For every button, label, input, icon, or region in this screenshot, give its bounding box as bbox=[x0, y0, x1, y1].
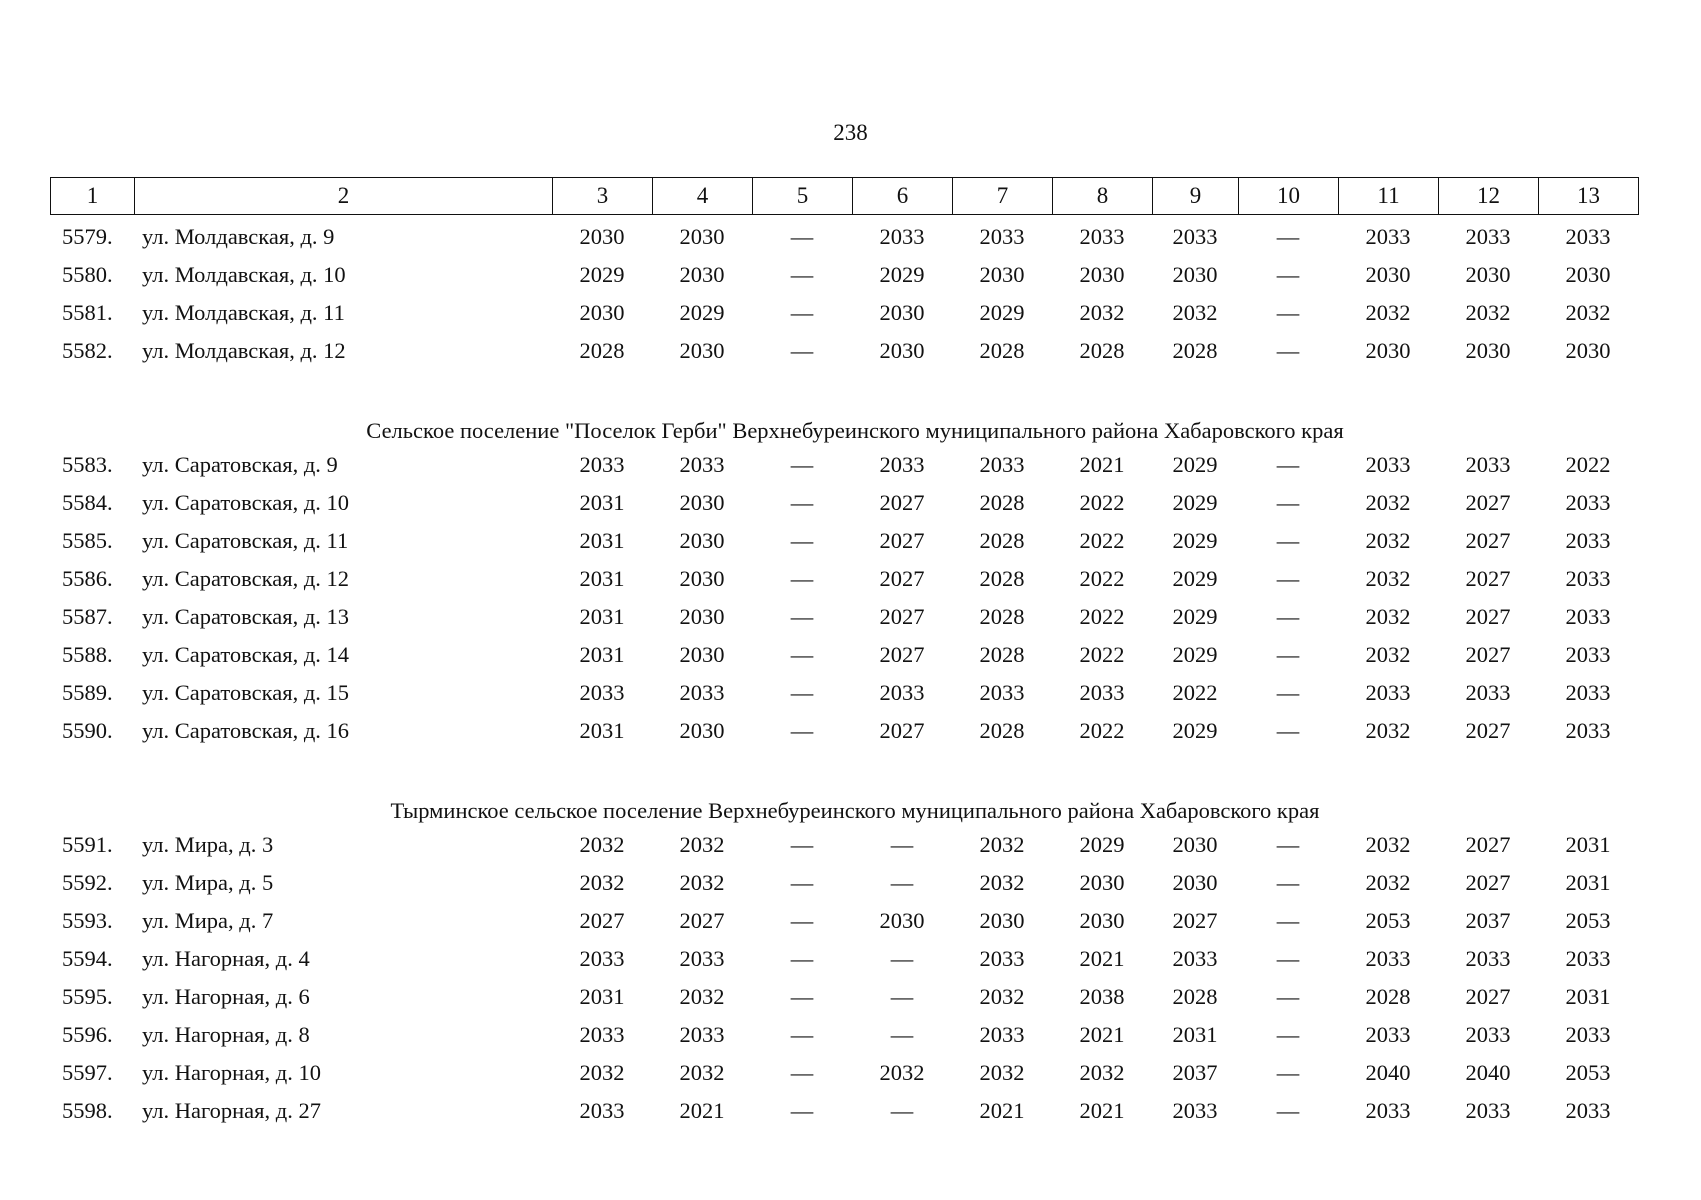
value-cell: 2027 bbox=[879, 490, 925, 515]
value-cell: 2028 bbox=[979, 566, 1025, 591]
address-cell: ул. Молдавская, д. 10 bbox=[142, 262, 346, 287]
address-cell: ул. Саратовская, д. 10 bbox=[142, 490, 350, 515]
table-row bbox=[50, 1016, 1660, 1054]
value-cell: 2032 bbox=[1365, 566, 1411, 591]
value-cell: — bbox=[790, 490, 814, 515]
value-cell: 2033 bbox=[1565, 224, 1611, 249]
value-cell: 2027 bbox=[1465, 604, 1511, 629]
column-header: 11 bbox=[1339, 178, 1439, 215]
table-row bbox=[50, 712, 1660, 750]
page-number: 238 bbox=[833, 120, 868, 145]
value-cell: — bbox=[1276, 262, 1300, 287]
value-cell: — bbox=[1276, 908, 1300, 933]
value-cell: 2030 bbox=[1465, 338, 1511, 363]
column-header-row bbox=[51, 178, 1639, 215]
value-cell: 2029 bbox=[1172, 604, 1218, 629]
value-cell: 2030 bbox=[679, 566, 725, 591]
value-cell: 2030 bbox=[1172, 870, 1218, 895]
column-header: 7 bbox=[953, 178, 1053, 215]
value-cell: 2030 bbox=[1079, 908, 1125, 933]
address-cell: ул. Нагорная, д. 6 bbox=[142, 984, 310, 1009]
value-cell: 2028 bbox=[1172, 984, 1218, 1009]
value-cell: 2027 bbox=[879, 566, 925, 591]
value-cell: — bbox=[790, 870, 814, 895]
value-cell: — bbox=[790, 832, 814, 857]
value-cell: 2027 bbox=[679, 908, 725, 933]
value-cell: 2030 bbox=[1079, 262, 1125, 287]
value-cell: — bbox=[1276, 984, 1300, 1009]
value-cell: — bbox=[1276, 680, 1300, 705]
table-row bbox=[50, 636, 1660, 674]
value-cell: — bbox=[1276, 946, 1300, 971]
value-cell: 2037 bbox=[1465, 908, 1511, 933]
value-cell: 2032 bbox=[579, 1060, 625, 1085]
value-cell: 2032 bbox=[1365, 528, 1411, 553]
column-header: 8 bbox=[1053, 178, 1153, 215]
value-cell: 2033 bbox=[1365, 680, 1411, 705]
value-cell: 2022 bbox=[1079, 718, 1125, 743]
value-cell: — bbox=[1276, 490, 1300, 515]
value-cell: 2032 bbox=[1079, 300, 1125, 325]
value-cell: 2033 bbox=[579, 452, 625, 477]
value-cell: 2033 bbox=[1565, 566, 1611, 591]
value-cell: 2030 bbox=[1565, 338, 1611, 363]
table-row bbox=[50, 484, 1660, 522]
value-cell: 2033 bbox=[1172, 946, 1218, 971]
value-cell: 2032 bbox=[679, 984, 725, 1009]
value-cell: 2032 bbox=[1365, 718, 1411, 743]
row-number: 5589. bbox=[62, 680, 113, 705]
value-cell: 2031 bbox=[579, 984, 625, 1009]
value-cell: 2027 bbox=[879, 604, 925, 629]
value-cell: — bbox=[1276, 566, 1300, 591]
value-cell: 2029 bbox=[1172, 452, 1218, 477]
value-cell: — bbox=[790, 300, 814, 325]
value-cell: 2022 bbox=[1565, 452, 1611, 477]
value-cell: — bbox=[890, 984, 914, 1009]
value-cell: 2033 bbox=[1565, 642, 1611, 667]
value-cell: 2027 bbox=[1465, 566, 1511, 591]
column-header: 2 bbox=[135, 178, 553, 215]
address-cell: ул. Мира, д. 3 bbox=[142, 832, 274, 857]
column-header: 12 bbox=[1439, 178, 1539, 215]
value-cell: 2027 bbox=[1465, 528, 1511, 553]
value-cell: — bbox=[890, 1098, 914, 1123]
value-cell: 2033 bbox=[579, 1098, 625, 1123]
value-cell: 2022 bbox=[1079, 604, 1125, 629]
value-cell: 2032 bbox=[679, 1060, 725, 1085]
value-cell: 2031 bbox=[579, 566, 625, 591]
row-number: 5591. bbox=[62, 832, 113, 857]
value-cell: 2030 bbox=[1172, 262, 1218, 287]
value-cell: — bbox=[790, 946, 814, 971]
value-cell: 2031 bbox=[579, 490, 625, 515]
value-cell: 2033 bbox=[579, 680, 625, 705]
table-row bbox=[50, 674, 1660, 712]
value-cell: — bbox=[790, 262, 814, 287]
value-cell: 2033 bbox=[1565, 490, 1611, 515]
address-cell: ул. Саратовская, д. 16 bbox=[142, 718, 350, 743]
value-cell: 2033 bbox=[1465, 680, 1511, 705]
value-cell: — bbox=[1276, 452, 1300, 477]
address-cell: ул. Саратовская, д. 9 bbox=[142, 452, 338, 477]
value-cell: 2022 bbox=[1079, 642, 1125, 667]
value-cell: 2027 bbox=[879, 642, 925, 667]
table-row bbox=[50, 446, 1660, 484]
table-row bbox=[50, 332, 1660, 370]
value-cell: 2033 bbox=[1565, 718, 1611, 743]
value-cell: — bbox=[790, 338, 814, 363]
row-number: 5597. bbox=[62, 1060, 113, 1085]
address-cell: ул. Молдавская, д. 9 bbox=[142, 224, 335, 249]
section-title: Тырминское сельское поселение Верхнебуреинского муниципального района Хабаровского края bbox=[390, 798, 1320, 823]
value-cell: 2030 bbox=[1465, 262, 1511, 287]
value-cell: 2032 bbox=[1365, 642, 1411, 667]
row-number: 5593. bbox=[62, 908, 113, 933]
value-cell: 2033 bbox=[579, 946, 625, 971]
address-cell: ул. Нагорная, д. 8 bbox=[142, 1022, 310, 1047]
value-cell: 2030 bbox=[1079, 870, 1125, 895]
value-cell: 2033 bbox=[979, 452, 1025, 477]
value-cell: 2033 bbox=[1565, 528, 1611, 553]
value-cell: 2031 bbox=[1565, 984, 1611, 1009]
value-cell: 2031 bbox=[1172, 1022, 1218, 1047]
value-cell: 2030 bbox=[679, 718, 725, 743]
row-number: 5579. bbox=[62, 224, 113, 249]
value-cell: — bbox=[790, 680, 814, 705]
table-row bbox=[50, 902, 1660, 940]
value-cell: 2032 bbox=[1365, 490, 1411, 515]
value-cell: 2027 bbox=[1465, 718, 1511, 743]
value-cell: — bbox=[1276, 1022, 1300, 1047]
value-cell: 2032 bbox=[1172, 300, 1218, 325]
table-row bbox=[50, 1054, 1660, 1092]
value-cell: 2033 bbox=[1365, 224, 1411, 249]
table-row bbox=[50, 218, 1660, 256]
table-row bbox=[50, 978, 1660, 1016]
value-cell: — bbox=[890, 946, 914, 971]
row-number: 5594. bbox=[62, 946, 113, 971]
value-cell: 2031 bbox=[1565, 832, 1611, 857]
value-cell: — bbox=[1276, 528, 1300, 553]
value-cell: 2032 bbox=[979, 870, 1025, 895]
row-number: 5587. bbox=[62, 604, 113, 629]
value-cell: 2022 bbox=[1079, 528, 1125, 553]
value-cell: — bbox=[890, 870, 914, 895]
value-cell: 2021 bbox=[679, 1098, 725, 1123]
value-cell: 2021 bbox=[1079, 1098, 1125, 1123]
value-cell: 2021 bbox=[979, 1098, 1025, 1123]
value-cell: 2053 bbox=[1365, 908, 1411, 933]
value-cell: — bbox=[1276, 870, 1300, 895]
row-number: 5582. bbox=[62, 338, 113, 363]
value-cell: 2032 bbox=[979, 832, 1025, 857]
value-cell: 2030 bbox=[1365, 262, 1411, 287]
table-row bbox=[50, 940, 1660, 978]
value-cell: 2021 bbox=[1079, 946, 1125, 971]
value-cell: — bbox=[790, 566, 814, 591]
column-header: 3 bbox=[553, 178, 653, 215]
value-cell: 2033 bbox=[1565, 680, 1611, 705]
value-cell: — bbox=[890, 832, 914, 857]
value-cell: 2029 bbox=[1172, 528, 1218, 553]
value-cell: 2021 bbox=[1079, 1022, 1125, 1047]
value-cell: 2033 bbox=[679, 452, 725, 477]
value-cell: 2033 bbox=[1465, 1098, 1511, 1123]
value-cell: 2030 bbox=[879, 300, 925, 325]
value-cell: 2033 bbox=[1565, 604, 1611, 629]
column-header: 1 bbox=[51, 178, 135, 215]
value-cell: — bbox=[790, 1060, 814, 1085]
row-number: 5588. bbox=[62, 642, 113, 667]
value-cell: 2029 bbox=[1172, 566, 1218, 591]
value-cell: 2033 bbox=[979, 1022, 1025, 1047]
column-header: 5 bbox=[753, 178, 853, 215]
value-cell: 2032 bbox=[1465, 300, 1511, 325]
value-cell: 2027 bbox=[879, 718, 925, 743]
value-cell: 2028 bbox=[979, 604, 1025, 629]
value-cell: 2027 bbox=[1465, 870, 1511, 895]
value-cell: 2032 bbox=[1079, 1060, 1125, 1085]
value-cell: 2030 bbox=[879, 338, 925, 363]
value-cell: 2028 bbox=[979, 528, 1025, 553]
value-cell: — bbox=[790, 718, 814, 743]
value-cell: 2032 bbox=[879, 1060, 925, 1085]
value-cell: 2029 bbox=[1172, 642, 1218, 667]
value-cell: 2033 bbox=[679, 946, 725, 971]
value-cell: 2030 bbox=[679, 262, 725, 287]
address-cell: ул. Саратовская, д. 11 bbox=[142, 528, 349, 553]
address-cell: ул. Саратовская, д. 15 bbox=[142, 680, 350, 705]
row-number: 5586. bbox=[62, 566, 113, 591]
value-cell: 2022 bbox=[1079, 566, 1125, 591]
value-cell: 2027 bbox=[1465, 490, 1511, 515]
column-header: 10 bbox=[1239, 178, 1339, 215]
value-cell: 2029 bbox=[879, 262, 925, 287]
value-cell: 2030 bbox=[679, 338, 725, 363]
value-cell: — bbox=[1276, 1060, 1300, 1085]
value-cell: — bbox=[790, 908, 814, 933]
value-cell: — bbox=[1276, 832, 1300, 857]
address-cell: ул. Молдавская, д. 12 bbox=[142, 338, 346, 363]
value-cell: 2053 bbox=[1565, 1060, 1611, 1085]
value-cell: — bbox=[790, 642, 814, 667]
value-cell: 2031 bbox=[1565, 870, 1611, 895]
table-row bbox=[50, 256, 1660, 294]
value-cell: 2033 bbox=[1565, 1022, 1611, 1047]
table-row bbox=[50, 522, 1660, 560]
value-cell: — bbox=[790, 984, 814, 1009]
value-cell: 2031 bbox=[579, 718, 625, 743]
value-cell: 2038 bbox=[1079, 984, 1125, 1009]
value-cell: 2030 bbox=[979, 908, 1025, 933]
address-cell: ул. Нагорная, д. 10 bbox=[142, 1060, 321, 1085]
value-cell: 2028 bbox=[579, 338, 625, 363]
value-cell: 2033 bbox=[1565, 946, 1611, 971]
value-cell: — bbox=[790, 224, 814, 249]
value-cell: 2033 bbox=[1365, 1098, 1411, 1123]
value-cell: 2027 bbox=[579, 908, 625, 933]
value-cell: 2040 bbox=[1465, 1060, 1511, 1085]
column-header: 6 bbox=[853, 178, 953, 215]
value-cell: 2033 bbox=[979, 224, 1025, 249]
value-cell: 2031 bbox=[579, 604, 625, 629]
value-cell: 2030 bbox=[679, 528, 725, 553]
value-cell: 2030 bbox=[1365, 338, 1411, 363]
value-cell: 2031 bbox=[579, 642, 625, 667]
value-cell: 2028 bbox=[979, 642, 1025, 667]
value-cell: 2030 bbox=[579, 300, 625, 325]
value-cell: 2028 bbox=[979, 338, 1025, 363]
value-cell: 2030 bbox=[679, 642, 725, 667]
value-cell: 2028 bbox=[1365, 984, 1411, 1009]
value-cell: 2032 bbox=[579, 870, 625, 895]
value-cell: 2028 bbox=[1172, 338, 1218, 363]
row-number: 5598. bbox=[62, 1098, 113, 1123]
value-cell: 2033 bbox=[1365, 1022, 1411, 1047]
value-cell: 2029 bbox=[579, 262, 625, 287]
column-header: 4 bbox=[653, 178, 753, 215]
value-cell: 2040 bbox=[1365, 1060, 1411, 1085]
value-cell: 2028 bbox=[979, 718, 1025, 743]
value-cell: — bbox=[1276, 718, 1300, 743]
value-cell: 2032 bbox=[679, 870, 725, 895]
address-cell: ул. Мира, д. 7 bbox=[142, 908, 274, 933]
table-row bbox=[50, 598, 1660, 636]
value-cell: 2030 bbox=[1565, 262, 1611, 287]
value-cell: — bbox=[790, 604, 814, 629]
row-number: 5596. bbox=[62, 1022, 113, 1047]
address-cell: ул. Саратовская, д. 14 bbox=[142, 642, 350, 667]
address-cell: ул. Мира, д. 5 bbox=[142, 870, 274, 895]
value-cell: 2033 bbox=[1079, 680, 1125, 705]
value-cell: 2033 bbox=[1465, 224, 1511, 249]
value-cell: 2021 bbox=[1079, 452, 1125, 477]
table-row bbox=[50, 560, 1660, 598]
table-row bbox=[50, 826, 1660, 864]
column-header-table bbox=[50, 177, 1639, 215]
address-cell: ул. Молдавская, д. 11 bbox=[142, 300, 345, 325]
value-cell: 2030 bbox=[579, 224, 625, 249]
value-cell: — bbox=[890, 1022, 914, 1047]
column-header: 9 bbox=[1153, 178, 1239, 215]
value-cell: 2033 bbox=[879, 680, 925, 705]
value-cell: 2033 bbox=[1079, 224, 1125, 249]
value-cell: — bbox=[1276, 642, 1300, 667]
table-body bbox=[50, 218, 1660, 1130]
value-cell: 2029 bbox=[1172, 718, 1218, 743]
value-cell: 2032 bbox=[1365, 300, 1411, 325]
address-cell: ул. Нагорная, д. 27 bbox=[142, 1098, 321, 1123]
value-cell: 2030 bbox=[979, 262, 1025, 287]
value-cell: 2028 bbox=[1079, 338, 1125, 363]
row-number: 5583. bbox=[62, 452, 113, 477]
value-cell: 2029 bbox=[1079, 832, 1125, 857]
value-cell: — bbox=[1276, 1098, 1300, 1123]
value-cell: 2030 bbox=[679, 224, 725, 249]
value-cell: 2030 bbox=[879, 908, 925, 933]
value-cell: 2033 bbox=[679, 680, 725, 705]
value-cell: — bbox=[790, 1022, 814, 1047]
value-cell: 2027 bbox=[1465, 832, 1511, 857]
value-cell: 2030 bbox=[1172, 832, 1218, 857]
value-cell: 2033 bbox=[1565, 1098, 1611, 1123]
value-cell: 2032 bbox=[1365, 604, 1411, 629]
value-cell: 2033 bbox=[1172, 224, 1218, 249]
value-cell: 2033 bbox=[579, 1022, 625, 1047]
value-cell: 2027 bbox=[879, 528, 925, 553]
value-cell: 2031 bbox=[579, 528, 625, 553]
value-cell: 2033 bbox=[679, 1022, 725, 1047]
value-cell: 2030 bbox=[679, 604, 725, 629]
row-number: 5590. bbox=[62, 718, 113, 743]
value-cell: 2032 bbox=[979, 1060, 1025, 1085]
value-cell: 2030 bbox=[679, 490, 725, 515]
column-header: 13 bbox=[1539, 178, 1639, 215]
row-number: 5595. bbox=[62, 984, 113, 1009]
value-cell: — bbox=[790, 452, 814, 477]
table-row bbox=[50, 1092, 1660, 1130]
value-cell: 2028 bbox=[979, 490, 1025, 515]
value-cell: 2053 bbox=[1565, 908, 1611, 933]
value-cell: 2022 bbox=[1079, 490, 1125, 515]
value-cell: 2033 bbox=[1365, 946, 1411, 971]
value-cell: 2027 bbox=[1465, 984, 1511, 1009]
row-number: 5584. bbox=[62, 490, 113, 515]
value-cell: — bbox=[790, 528, 814, 553]
value-cell: 2032 bbox=[1565, 300, 1611, 325]
value-cell: 2032 bbox=[979, 984, 1025, 1009]
value-cell: 2033 bbox=[879, 452, 925, 477]
value-cell: 2037 bbox=[1172, 1060, 1218, 1085]
value-cell: 2033 bbox=[1465, 452, 1511, 477]
value-cell: 2033 bbox=[979, 946, 1025, 971]
value-cell: 2032 bbox=[1365, 870, 1411, 895]
value-cell: — bbox=[790, 1098, 814, 1123]
table-row bbox=[50, 294, 1660, 332]
row-number: 5592. bbox=[62, 870, 113, 895]
row-number: 5580. bbox=[62, 262, 113, 287]
address-cell: ул. Саратовская, д. 13 bbox=[142, 604, 350, 629]
value-cell: 2027 bbox=[1172, 908, 1218, 933]
value-cell: 2033 bbox=[1172, 1098, 1218, 1123]
value-cell: 2022 bbox=[1172, 680, 1218, 705]
value-cell: 2027 bbox=[1465, 642, 1511, 667]
value-cell: — bbox=[1276, 224, 1300, 249]
address-cell: ул. Саратовская, д. 12 bbox=[142, 566, 350, 591]
row-number: 5585. bbox=[62, 528, 113, 553]
value-cell: 2033 bbox=[1365, 452, 1411, 477]
value-cell: 2032 bbox=[579, 832, 625, 857]
value-cell: 2032 bbox=[679, 832, 725, 857]
value-cell: 2029 bbox=[1172, 490, 1218, 515]
value-cell: 2033 bbox=[979, 680, 1025, 705]
value-cell: 2029 bbox=[679, 300, 725, 325]
table-row bbox=[50, 864, 1660, 902]
value-cell: 2032 bbox=[1365, 832, 1411, 857]
row-number: 5581. bbox=[62, 300, 113, 325]
section-title: Сельское поселение "Поселок Герби" Верхнебуреинского муниципального района Хабаровского края bbox=[366, 418, 1344, 443]
value-cell: 2029 bbox=[979, 300, 1025, 325]
value-cell: — bbox=[1276, 338, 1300, 363]
value-cell: — bbox=[1276, 604, 1300, 629]
value-cell: 2033 bbox=[879, 224, 925, 249]
value-cell: — bbox=[1276, 300, 1300, 325]
value-cell: 2033 bbox=[1465, 946, 1511, 971]
address-cell: ул. Нагорная, д. 4 bbox=[142, 946, 310, 971]
value-cell: 2033 bbox=[1465, 1022, 1511, 1047]
